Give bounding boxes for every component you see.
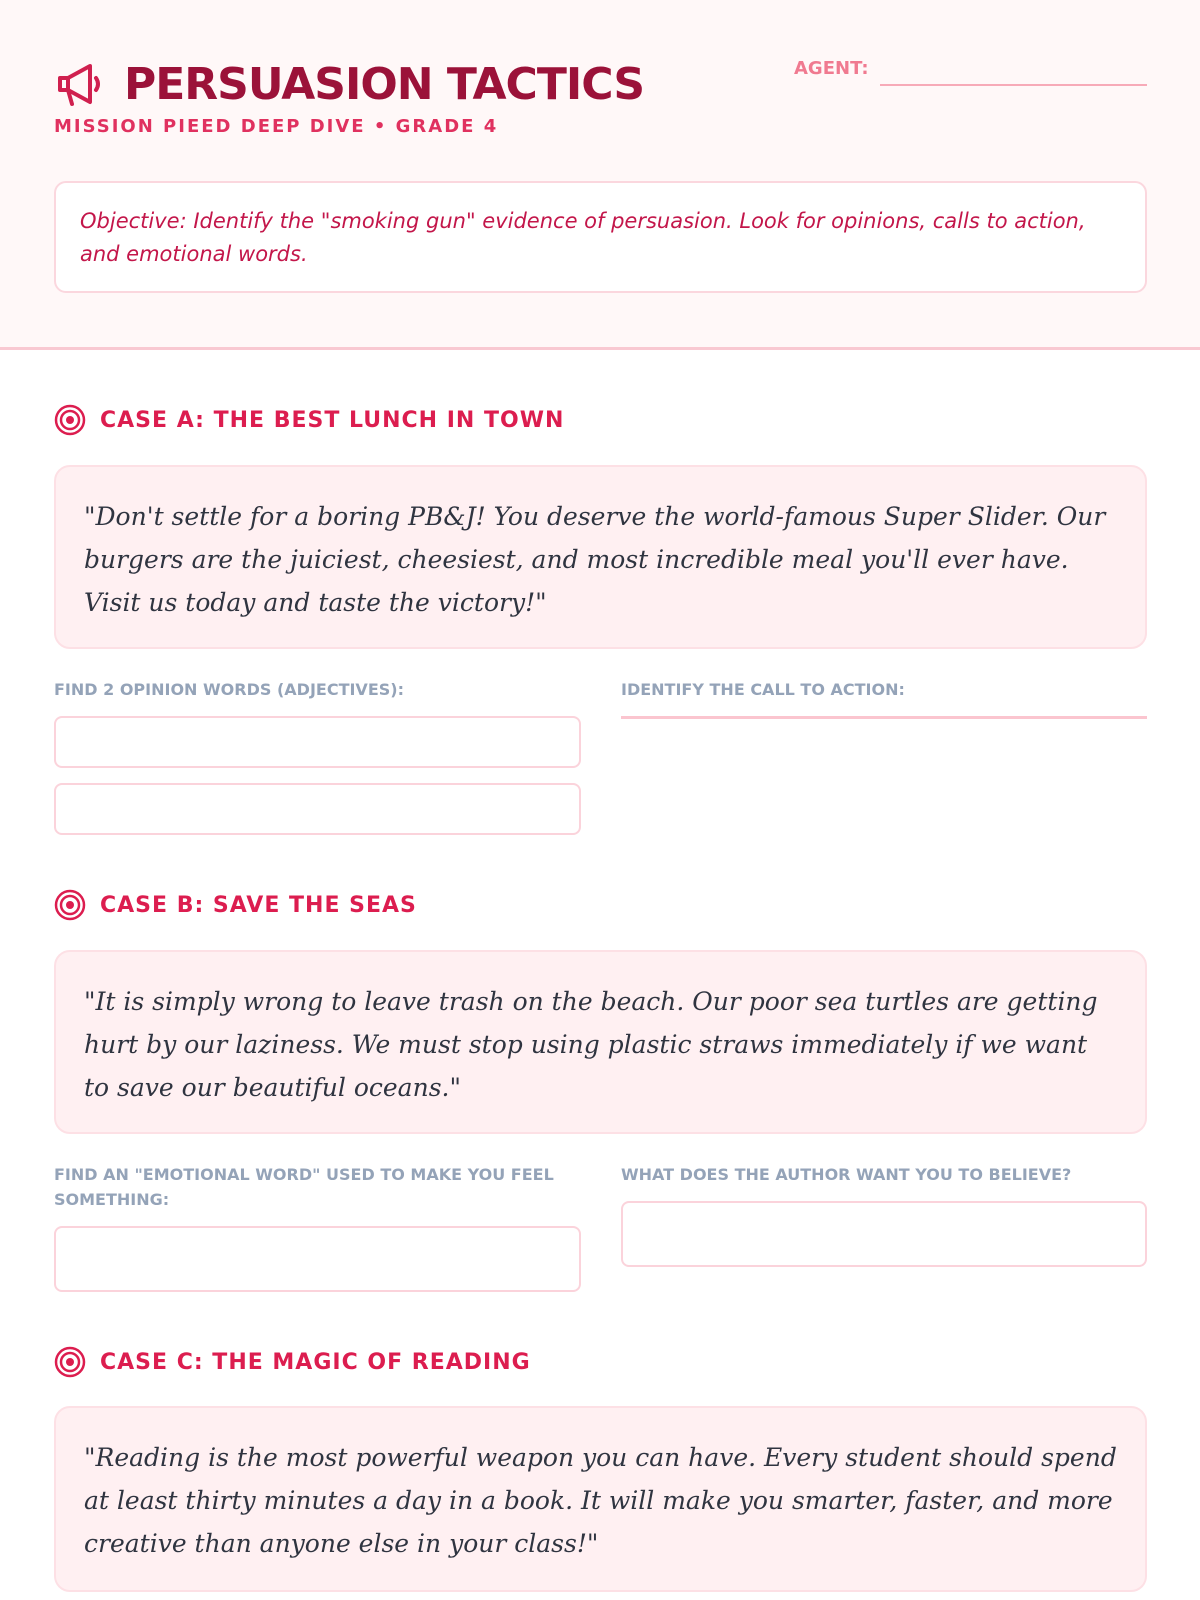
case-b-emotional-word-answer[interactable] xyxy=(54,1226,581,1292)
case-c-heading xyxy=(54,1346,531,1378)
objective-box: Objective: Identify the "smoking gun" evidence of persuasion. Look for opinions, calls to action, and emotional words. xyxy=(54,181,1147,293)
target-icon xyxy=(54,1346,86,1378)
case-b-question-left: FIND AN "EMOTIONAL WORD" USED TO MAKE YOU FEEL SOMETHING: xyxy=(54,1165,554,1209)
agent-name-line[interactable] xyxy=(880,84,1147,86)
case-a-question-left: FIND 2 OPINION WORDS (ADJECTIVES): xyxy=(54,680,404,699)
case-c-title: CASE C: THE MAGIC OF READING xyxy=(100,1349,531,1375)
case-c-quote: "Reading is the most powerful weapon you can have. Every student should spend at least thirty minutes a day in a book. It will make you smarter, faster, and more creative than anyone else in your class!" xyxy=(54,1406,1147,1592)
case-a-answer-1[interactable] xyxy=(54,716,581,768)
case-a-question-right: IDENTIFY THE CALL TO ACTION: xyxy=(621,680,905,699)
case-b-quote: "It is simply wrong to leave trash on the beach. Our poor sea turtles are getting hurt by our laziness. We must stop using plastic straws immediately if we want to save our beautiful oceans." xyxy=(54,950,1147,1134)
page-title: PERSUASION TACTICS xyxy=(124,58,645,110)
case-a-title: CASE A: THE BEST LUNCH IN TOWN xyxy=(100,407,565,433)
case-b-heading xyxy=(54,889,417,921)
page-subtitle: MISSION PIEED DEEP DIVE • GRADE 4 xyxy=(54,116,499,137)
title-row xyxy=(54,58,644,110)
agent-label: AGENT: xyxy=(794,58,869,79)
case-a-answer-2[interactable] xyxy=(54,783,581,835)
case-a-call-to-action-line[interactable] xyxy=(621,716,1147,719)
case-b-belief-answer[interactable] xyxy=(621,1201,1147,1267)
case-a-quote: "Don't settle for a boring PB&J! You deserve the world-famous Super Slider. Our burgers are the juiciest, cheesiest, and most incredible meal you'll ever have. Visit us today and taste the victory!" xyxy=(54,465,1147,649)
case-a-heading xyxy=(54,404,564,436)
target-icon xyxy=(54,404,86,436)
case-b-question-right: WHAT DOES THE AUTHOR WANT YOU TO BELIEVE? xyxy=(621,1165,1072,1184)
case-b-title: CASE B: SAVE THE SEAS xyxy=(100,892,417,918)
worksheet-header xyxy=(0,0,1200,350)
target-icon xyxy=(54,889,86,921)
megaphone-icon xyxy=(54,58,106,110)
